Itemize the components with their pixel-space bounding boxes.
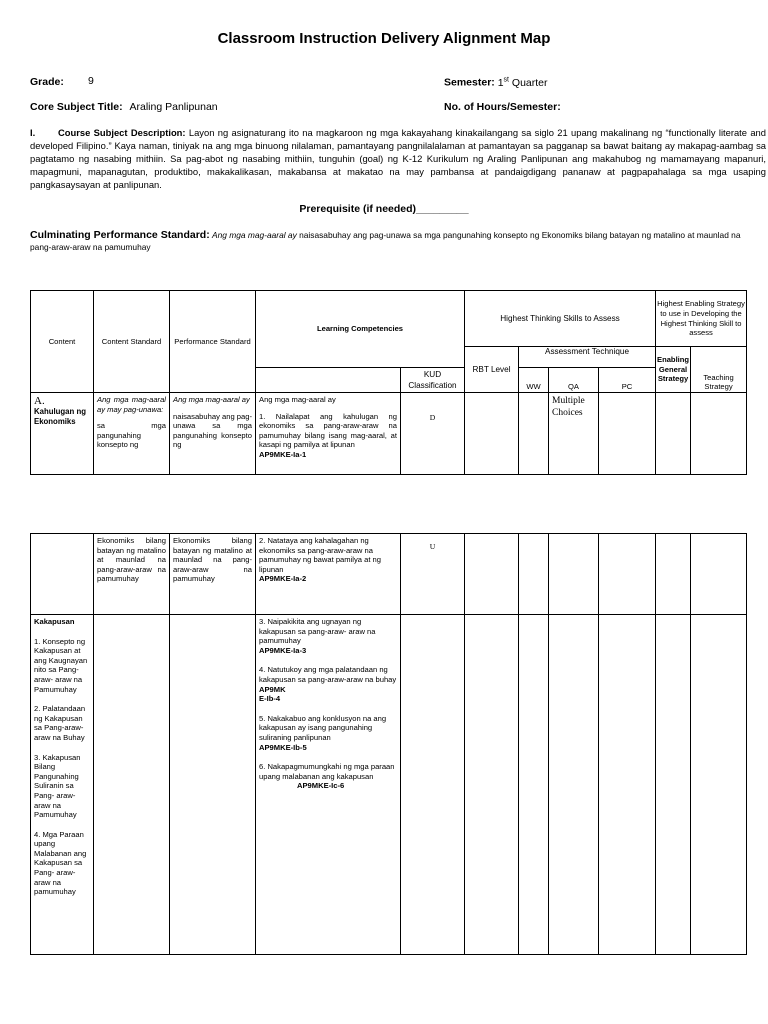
row1-rbt: [465, 393, 519, 475]
description-label: Course Subject Description:: [58, 127, 186, 138]
core-subject-value: Araling Panlipunan: [129, 101, 218, 113]
page-title: Classroom Instruction Delivery Alignment Map: [217, 30, 551, 47]
grade-value: 9: [88, 75, 94, 87]
row3-performance-standard: [170, 615, 256, 955]
header-rbt-level: RBT Level: [465, 347, 519, 393]
description-text: Layon ng asignaturang ito na magkaroon ng mga kakayahang kinakailangang sa siglo 21 upang makalinang ng “functionally literate and developed Filipino.” Kaya naman, tiniyak na ang mga binuong nilalaman, pamantayang pangnilalalaman at pamantayan sa pagganap sa bawat baitang ay makapag-aambag sa pagtatamo ng nasabing mithiin. Sa pag-abot ng nasabing mithiin, tunguhin (goal) ng K-12 Kurikulum ng Araling Panlipunan ang makahubog ng mamamayang mapanuri, mapagmuni, mapanagutan, produktibo, makakalikasan, makabansa at makatao na may pambansa at pandaigdigang pananaw at pagpapahalaga sa mga usaping pangkasaysayan at panlipunan.: [30, 127, 766, 190]
header-content: Content: [31, 291, 94, 393]
row2-performance-standard: Ekonomiks bilang batayan ng matalino at maunlad na pang-araw-araw na pamumuhay: [170, 534, 256, 615]
performance-standard-text: naisasabuhay ang pag-unawa sa mga pangunahing konsepto ng: [173, 411, 252, 450]
row3-enabling: [656, 615, 691, 955]
header-pc: PC: [599, 368, 656, 393]
row2-kud: [401, 534, 465, 615]
row1-learning-competency: [256, 393, 401, 475]
course-description: [30, 126, 766, 191]
lc-3-text: 3. Naipakikita ang ugnayan ng kakapusan sa pang-araw- araw na pamumuhay: [259, 617, 376, 646]
culminating-label: Culminating Performance Standard:: [30, 229, 210, 241]
lc-1-text: 1. Nailalapat ang kahulugan ng ekonomiks sa pang-araw-araw na pamumuhay bilang isang mag-aaral, at kasapi ng pamilya at lipunan: [259, 411, 397, 450]
lc-intro: Ang mga mag-aaral ay: [259, 395, 336, 404]
header-qa: QA: [549, 368, 599, 393]
header-assessment-technique: Assessment Technique: [519, 347, 656, 368]
header-content-standard: Content Standard: [94, 291, 170, 393]
header-lc-blank: [256, 368, 401, 393]
row2-qa: [549, 534, 599, 615]
row2-learning-competency: [256, 534, 401, 615]
lc-5-code: AP9MKE-Ib-5: [259, 742, 307, 752]
row1-teaching: [691, 393, 747, 475]
row2-content-standard: Ekonomiks bilang batayan ng matalino at maunlad na pang-araw-araw na pamumuhay: [94, 534, 170, 615]
row3-teaching: [691, 615, 747, 955]
content-standard-intro: Ang mga mag-aaral ay may pag-unawa:: [97, 395, 166, 414]
content-title: Kakapusan: [34, 617, 75, 626]
row2-pc: [599, 534, 656, 615]
kud-value: D: [429, 413, 436, 422]
lc-2-code: AP9MKE-Ia-2: [259, 574, 307, 584]
culminating-performance-standard: [30, 229, 742, 253]
content-item: 2. Palatandaan ng Kakapusan sa Pang-araw- araw na Buhay: [34, 704, 86, 742]
alignment-table-bottom: [30, 533, 747, 955]
section-number: I.: [30, 127, 36, 138]
content-item: 3. Kakapusan Bilang Pangunahing Suliranin sa Pang- araw-araw na Pamumuhay: [34, 752, 81, 820]
row2-rbt: [465, 534, 519, 615]
header-kud-classification: KUD Classification: [401, 368, 465, 393]
row2-content: [31, 534, 94, 615]
hours-label: No. of Hours/Semester:: [444, 101, 561, 113]
row1-content-standard: [94, 393, 170, 475]
row1-kud: [401, 393, 465, 475]
header-highest-thinking: Highest Thinking Skills to Assess: [465, 291, 656, 347]
lc-1-code: AP9MKE-Ia-1: [259, 449, 307, 459]
row3-kud: [401, 615, 465, 955]
semester-value: [498, 77, 548, 89]
content-standard-text: sa mga pangunahing konsepto ng: [97, 421, 166, 450]
semester-field: [444, 76, 548, 89]
row1-ww: [519, 393, 549, 475]
core-subject-label: Core Subject Title:: [30, 101, 123, 113]
row1-enabling: [656, 393, 691, 475]
lc-4-text: 4. Natutukoy ang mga palatandaan ng kakapusan sa pang-araw-araw na buhay: [259, 665, 397, 684]
content-item: 4. Mga Paraan upang Malabanan ang Kakapusan sa Pang- araw-araw na pamumuhay: [34, 829, 87, 897]
row1-pc: [599, 393, 656, 475]
row3-qa: [549, 615, 599, 955]
lc-4-code-b: E-Ib-4: [259, 694, 281, 704]
row1-qa: Multiple Choices: [549, 393, 599, 475]
row2-teaching: [691, 534, 747, 615]
header-performance-standard: Performance Standard: [170, 291, 256, 393]
core-subject-field: [30, 101, 218, 113]
lc-6-code: AP9MKE-Ic-6: [297, 781, 345, 791]
row3-content: [31, 615, 94, 955]
row1-performance-standard: [170, 393, 256, 475]
lc-6-text: 6. Nakapagmumungkahi ng mga paraan upang malabanan ang kakapusan: [259, 762, 395, 781]
header-enabling-general-strategy: Enabling General Strategy: [656, 347, 691, 393]
row2-ww: [519, 534, 549, 615]
performance-standard-intro: Ang mga mag-aaral ay: [173, 395, 250, 404]
row1-content: [31, 393, 94, 475]
culminating-italic: Ang mga mag-aaral ay: [212, 230, 297, 240]
header-ww: WW: [519, 368, 549, 393]
content-item: 1. Konsepto ng Kakapusan at ang Kaugnayan nito sa Pang-araw- araw na Pamumuhay: [34, 636, 88, 694]
header-teaching-strategy: Teaching Strategy: [691, 347, 747, 393]
culminating-text: naisasabuhay ang pag-unawa sa mga pangunahing konsepto ng Ekonomiks bilang batayan ng matalino at maunlad na pang-araw-araw na pamumuhay: [30, 230, 741, 252]
lc-5-text: 5. Nakakabuo ang konklusyon na ang kakapusan ay isang pangunahing suliraning panlipunan: [259, 713, 387, 742]
semester-label: Semester:: [444, 76, 495, 89]
semester-quarter: Quarter: [509, 76, 548, 89]
semester-ordinal-suffix: st: [503, 76, 509, 83]
header-highest-enabling: Highest Enabling Strategy to use in Developing the Highest Thinking Skill to assess: [656, 291, 747, 347]
header-learning-competencies: Learning Competencies: [256, 291, 465, 368]
lc-3-code: AP9MKE-Ia-3: [259, 645, 307, 655]
kud-value: U: [429, 542, 436, 551]
grade-label: Grade:: [30, 76, 64, 88]
row3-content-standard: [94, 615, 170, 955]
row2-enabling: [656, 534, 691, 615]
lc-4-code-a: AP9MK: [259, 684, 286, 694]
semester-number: 1: [497, 76, 504, 89]
row3-learning-competency: [256, 615, 401, 955]
row3-rbt: [465, 615, 519, 955]
row3-ww: [519, 615, 549, 955]
content-letter: A.: [34, 395, 45, 407]
lc-2-text: 2. Natataya ang kahalagahan ng ekonomiks sa pang-araw-araw na pamumuhay ng bawat pamilya at ng lipunan: [259, 536, 381, 574]
row3-pc: [599, 615, 656, 955]
content-title: Kahulugan ng Ekonomiks: [34, 407, 86, 426]
alignment-table-top: [30, 290, 747, 475]
prerequisite: Prerequisite (if needed)_________: [299, 203, 469, 215]
